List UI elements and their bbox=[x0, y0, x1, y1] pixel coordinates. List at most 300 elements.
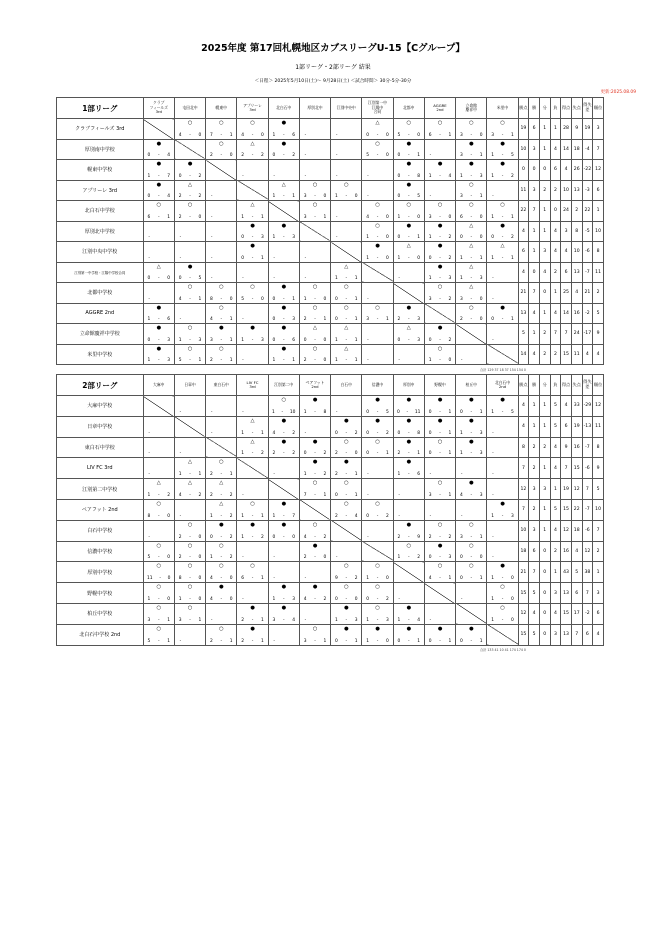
score-part: 0 bbox=[397, 153, 401, 158]
score bbox=[237, 256, 267, 261]
result-mark: △ bbox=[250, 438, 255, 445]
score-part: - bbox=[157, 492, 160, 498]
result bbox=[425, 417, 455, 437]
score-part: 5 bbox=[510, 409, 514, 415]
score-part: - bbox=[157, 617, 160, 623]
result-mark: ○ bbox=[187, 563, 193, 570]
score-part: - bbox=[439, 132, 441, 138]
result bbox=[175, 625, 205, 645]
score-part: - bbox=[335, 173, 338, 179]
result-cell bbox=[268, 562, 299, 583]
diagonal-cell bbox=[487, 344, 518, 365]
diagonal-cell bbox=[268, 201, 299, 222]
stat-value: 2 bbox=[550, 262, 561, 283]
result bbox=[144, 479, 174, 499]
score bbox=[331, 410, 361, 415]
score bbox=[269, 297, 299, 302]
result-mark: ○ bbox=[312, 345, 318, 352]
score-part: 0 bbox=[385, 638, 389, 644]
result-cell bbox=[424, 344, 455, 365]
score bbox=[394, 493, 424, 498]
score bbox=[331, 338, 361, 343]
result-mark: △ bbox=[344, 263, 349, 270]
score-part: - bbox=[242, 173, 244, 179]
result-cell bbox=[424, 221, 455, 242]
result-mark: △ bbox=[219, 480, 224, 487]
stat-value: 1 bbox=[539, 520, 550, 541]
score-part: 0 bbox=[428, 451, 432, 457]
result-mark: ○ bbox=[437, 563, 443, 570]
result bbox=[206, 521, 236, 541]
score-part: 2 bbox=[167, 492, 171, 498]
result bbox=[269, 160, 299, 180]
result-cell bbox=[424, 499, 455, 520]
score-part: 1 bbox=[491, 255, 494, 261]
result-cell bbox=[362, 303, 393, 324]
score bbox=[362, 194, 392, 199]
score bbox=[206, 276, 236, 281]
score-part: 6 bbox=[167, 317, 171, 322]
score-part: 0 bbox=[428, 409, 432, 415]
result-cell bbox=[362, 139, 393, 160]
score-part: - bbox=[335, 153, 338, 158]
result-cell bbox=[487, 262, 518, 283]
stat-value: 4 bbox=[518, 221, 529, 242]
result-cell bbox=[362, 221, 393, 242]
result bbox=[237, 304, 267, 324]
score bbox=[206, 555, 236, 560]
score-part: 4 bbox=[354, 513, 358, 519]
score-part: - bbox=[376, 596, 379, 602]
score-part: - bbox=[242, 358, 244, 363]
result-cell bbox=[174, 119, 205, 140]
score-part: 1 bbox=[334, 337, 338, 343]
result-mark: ● bbox=[500, 563, 505, 570]
result-cell bbox=[456, 242, 487, 263]
result-mark: ● bbox=[281, 345, 286, 352]
result-cell bbox=[393, 242, 424, 263]
stat-value: 10 bbox=[593, 499, 604, 520]
score bbox=[331, 133, 361, 138]
score-part: - bbox=[314, 358, 316, 363]
result bbox=[144, 181, 174, 201]
result-mark: ● bbox=[437, 325, 443, 331]
score bbox=[425, 338, 455, 343]
score-part: 1 bbox=[241, 337, 244, 343]
score-part: 0 bbox=[167, 276, 171, 281]
score-part: 4 bbox=[448, 173, 452, 179]
team-name: 大麻中学校 bbox=[57, 396, 144, 417]
score bbox=[425, 618, 455, 623]
score-part: - bbox=[304, 153, 307, 158]
result-mark: ○ bbox=[312, 521, 318, 528]
team-name: 北都中学校 bbox=[57, 283, 144, 304]
result bbox=[362, 119, 392, 139]
result-mark: ○ bbox=[500, 604, 505, 611]
result bbox=[362, 160, 392, 180]
diagonal-cell bbox=[456, 603, 487, 624]
score bbox=[456, 639, 486, 644]
score-part: - bbox=[501, 214, 504, 220]
score-part: 0 bbox=[334, 596, 338, 602]
score-part: 0 bbox=[303, 337, 307, 343]
result-mark: ○ bbox=[343, 480, 349, 487]
opponent-header: LIV FC 3rd bbox=[237, 375, 268, 396]
result bbox=[487, 283, 517, 303]
score-part: 1 bbox=[303, 296, 307, 302]
score bbox=[456, 514, 486, 519]
result-mark: ● bbox=[187, 161, 193, 167]
result-mark: ○ bbox=[218, 625, 224, 632]
score-part: 1 bbox=[385, 451, 389, 457]
result-cell bbox=[362, 242, 393, 263]
result-mark: ● bbox=[500, 500, 505, 507]
stat-value: 2 bbox=[550, 180, 561, 201]
result bbox=[487, 542, 517, 562]
score-part: - bbox=[367, 296, 369, 302]
score-part: - bbox=[470, 638, 473, 644]
stat-header: 失点 bbox=[571, 375, 582, 396]
score bbox=[394, 317, 424, 322]
score-part: 1 bbox=[198, 472, 202, 478]
score-part: - bbox=[407, 638, 410, 644]
score-part: 2 bbox=[209, 638, 213, 644]
score bbox=[394, 358, 424, 363]
score-part: 2 bbox=[334, 472, 338, 478]
result bbox=[487, 604, 517, 624]
opponent-header: 白石中 bbox=[331, 375, 362, 396]
result-mark: ○ bbox=[312, 284, 318, 290]
score-part: 4 bbox=[241, 132, 244, 138]
score-part: - bbox=[220, 638, 223, 644]
result-cell bbox=[206, 458, 237, 479]
score-part: - bbox=[220, 534, 223, 540]
score-part: 6 bbox=[241, 576, 244, 582]
score-part: - bbox=[345, 276, 348, 281]
stat-value: 4 bbox=[550, 221, 561, 242]
result bbox=[456, 417, 486, 437]
stat-value: 9 bbox=[593, 324, 604, 345]
score bbox=[487, 472, 517, 477]
score bbox=[394, 256, 424, 261]
diagonal-cell bbox=[362, 262, 393, 283]
result-mark: ● bbox=[468, 480, 474, 487]
score-part: 2 bbox=[178, 534, 182, 540]
result-mark: ○ bbox=[156, 563, 161, 570]
score-part: 2 bbox=[272, 451, 276, 457]
stat-value: 24 bbox=[571, 324, 582, 345]
score-part: 2 bbox=[241, 617, 244, 623]
score bbox=[144, 472, 174, 477]
result bbox=[300, 458, 330, 478]
score-part: - bbox=[304, 276, 307, 281]
score-part: 0 bbox=[385, 214, 389, 220]
result-cell bbox=[237, 221, 268, 242]
result-cell bbox=[362, 458, 393, 479]
result-mark: ○ bbox=[437, 120, 443, 126]
result bbox=[300, 201, 330, 221]
score-part: 1 bbox=[397, 472, 401, 478]
result-cell bbox=[206, 541, 237, 562]
score-part: 9 bbox=[417, 534, 421, 540]
result-mark: ○ bbox=[375, 140, 380, 147]
score-part: 1 bbox=[241, 513, 244, 519]
team-row bbox=[57, 242, 604, 263]
result-mark: ○ bbox=[437, 438, 443, 445]
result-cell bbox=[237, 160, 268, 181]
score-part: - bbox=[398, 596, 400, 602]
score-part: - bbox=[367, 194, 369, 199]
result bbox=[394, 201, 424, 221]
result-cell bbox=[299, 324, 330, 345]
score-part: - bbox=[407, 555, 410, 561]
result-cell bbox=[487, 562, 518, 583]
result-cell bbox=[237, 344, 268, 365]
result-cell bbox=[456, 201, 487, 222]
result bbox=[144, 583, 174, 603]
score bbox=[362, 493, 392, 498]
score bbox=[144, 597, 174, 602]
result bbox=[362, 604, 392, 624]
team-row bbox=[57, 458, 604, 479]
score-part: - bbox=[345, 451, 348, 457]
score-part: 1 bbox=[229, 358, 233, 363]
result-cell bbox=[487, 180, 518, 201]
stat-value: 3 bbox=[539, 242, 550, 263]
result bbox=[487, 263, 517, 283]
score-part: 1 bbox=[385, 317, 389, 322]
score-part: 0 bbox=[198, 576, 202, 582]
score bbox=[206, 431, 236, 436]
score-part: 1 bbox=[272, 358, 276, 363]
score bbox=[331, 215, 361, 220]
result bbox=[456, 181, 486, 201]
stat-value: 5 bbox=[518, 324, 529, 345]
score bbox=[362, 358, 392, 363]
team-row bbox=[57, 303, 604, 324]
score-part: 1 bbox=[198, 296, 202, 302]
score-part: 0 bbox=[366, 451, 369, 457]
score bbox=[269, 535, 299, 540]
opponent-header: 幌東中 bbox=[206, 98, 237, 119]
stat-value: 1 bbox=[539, 396, 550, 417]
stat-value: 2 bbox=[593, 541, 604, 562]
score-part: - bbox=[407, 173, 410, 179]
score-part: 0 bbox=[260, 296, 264, 302]
result-cell bbox=[206, 520, 237, 541]
score-part: - bbox=[282, 235, 285, 240]
result-cell bbox=[299, 262, 330, 283]
score-part: 1 bbox=[209, 513, 213, 519]
result-cell bbox=[143, 437, 174, 458]
stat-value: -2 bbox=[582, 303, 593, 324]
result bbox=[269, 119, 299, 139]
result-cell bbox=[487, 119, 518, 140]
score-part: - bbox=[345, 317, 348, 322]
stat-value: 8 bbox=[571, 221, 582, 242]
score bbox=[237, 153, 267, 158]
result-cell bbox=[393, 520, 424, 541]
result-mark: ● bbox=[156, 345, 161, 352]
result bbox=[362, 521, 392, 541]
score-part: - bbox=[189, 555, 191, 561]
result-cell bbox=[143, 201, 174, 222]
score-part: - bbox=[470, 451, 473, 457]
result-cell bbox=[424, 624, 455, 645]
score-part: 3 bbox=[479, 492, 483, 498]
score bbox=[144, 256, 174, 261]
score bbox=[206, 133, 236, 138]
result bbox=[144, 604, 174, 624]
score-part: - bbox=[407, 194, 410, 199]
team-name: 幌東中学校 bbox=[57, 160, 144, 181]
diagonal-cell bbox=[362, 541, 393, 562]
result-mark: ○ bbox=[468, 202, 474, 208]
score-part: 0 bbox=[479, 235, 483, 240]
score-part: - bbox=[439, 296, 441, 302]
result-cell bbox=[331, 458, 362, 479]
score-part: 10 bbox=[289, 409, 296, 415]
team-row bbox=[57, 344, 604, 365]
result bbox=[144, 222, 174, 242]
score bbox=[425, 358, 455, 363]
score-part: - bbox=[157, 513, 160, 519]
score bbox=[269, 576, 299, 581]
score bbox=[269, 133, 299, 138]
result-cell bbox=[487, 541, 518, 562]
stat-value: 15 bbox=[518, 624, 529, 645]
result-cell bbox=[456, 119, 487, 140]
result bbox=[206, 625, 236, 645]
result bbox=[394, 458, 424, 478]
league1-totals: 合計 129 37 18 37 154 154 0 bbox=[480, 368, 526, 372]
result-mark: ● bbox=[406, 604, 411, 611]
score-part: 2 bbox=[303, 555, 307, 561]
score-part: - bbox=[406, 409, 409, 415]
result-cell bbox=[299, 520, 330, 541]
result-mark: ● bbox=[343, 417, 349, 424]
score-part: 0 bbox=[479, 132, 483, 138]
score-part: 1 bbox=[428, 235, 432, 240]
stat-value: 3 bbox=[561, 221, 572, 242]
score-part: - bbox=[345, 596, 348, 602]
score-part: 0 bbox=[479, 555, 483, 561]
score-part: 0 bbox=[366, 409, 369, 415]
score-part: 0 bbox=[397, 337, 401, 343]
score-part: 5 bbox=[385, 409, 389, 415]
result-mark: ● bbox=[406, 459, 411, 466]
score-part: 0 bbox=[417, 132, 421, 138]
score-part: 2 bbox=[428, 534, 432, 540]
score-part: 3 bbox=[459, 534, 463, 540]
score-part: 0 bbox=[292, 534, 296, 540]
result bbox=[144, 201, 174, 221]
result bbox=[175, 119, 205, 139]
stat-value: 2 bbox=[529, 499, 540, 520]
result bbox=[331, 160, 361, 180]
score-part: 0 bbox=[510, 576, 514, 582]
team-name: 厚別中学校 bbox=[57, 562, 144, 583]
stat-value: 2 bbox=[529, 458, 540, 479]
score-part: - bbox=[157, 317, 160, 322]
stat-value: 4 bbox=[582, 344, 593, 365]
score bbox=[175, 472, 205, 477]
result bbox=[331, 201, 361, 221]
result-mark: ● bbox=[281, 120, 286, 126]
result-cell bbox=[174, 583, 205, 604]
result-mark: ● bbox=[406, 397, 411, 403]
result bbox=[331, 583, 361, 603]
result bbox=[237, 562, 267, 582]
result bbox=[144, 625, 174, 645]
result-mark: ○ bbox=[250, 563, 255, 570]
result-cell bbox=[362, 283, 393, 304]
result-mark: ○ bbox=[250, 284, 255, 290]
result-cell bbox=[331, 499, 362, 520]
result-mark: △ bbox=[312, 325, 317, 331]
result-mark: ● bbox=[281, 438, 286, 445]
result bbox=[487, 500, 517, 520]
result bbox=[144, 542, 174, 562]
score-part: - bbox=[189, 534, 191, 540]
result-cell bbox=[424, 242, 455, 263]
result-cell bbox=[393, 479, 424, 500]
score-part: - bbox=[282, 153, 285, 158]
result-cell bbox=[268, 160, 299, 181]
score-part: 2 bbox=[510, 173, 514, 179]
score-part: - bbox=[304, 255, 307, 261]
result bbox=[362, 625, 392, 645]
stat-value: 7 bbox=[518, 499, 529, 520]
result bbox=[237, 438, 267, 458]
result-cell bbox=[424, 603, 455, 624]
stat-value: 10 bbox=[561, 180, 572, 201]
stat-value: 12 bbox=[593, 160, 604, 181]
stat-value: 4 bbox=[539, 262, 550, 283]
result-mark: ● bbox=[156, 181, 161, 188]
score-part: 3 bbox=[448, 276, 452, 281]
score bbox=[487, 493, 517, 498]
result-cell bbox=[206, 624, 237, 645]
team-row bbox=[57, 416, 604, 437]
result-cell bbox=[143, 180, 174, 201]
stat-value: 1 bbox=[539, 201, 550, 222]
result-mark: ● bbox=[281, 222, 286, 229]
result bbox=[206, 181, 236, 201]
result bbox=[456, 119, 486, 139]
result bbox=[144, 438, 174, 458]
score-part: 1 bbox=[334, 617, 338, 623]
result bbox=[331, 396, 361, 416]
score-part: 4 bbox=[167, 153, 171, 158]
score bbox=[425, 256, 455, 261]
score-part: - bbox=[460, 596, 463, 602]
score-part: 1 bbox=[479, 534, 483, 540]
score-part: - bbox=[407, 317, 410, 322]
stat-value: 5 bbox=[529, 624, 540, 645]
result-cell bbox=[393, 458, 424, 479]
score bbox=[144, 358, 174, 363]
stat-value: 18 bbox=[518, 541, 529, 562]
result-cell bbox=[424, 437, 455, 458]
score bbox=[144, 639, 174, 644]
result bbox=[394, 500, 424, 520]
result-mark: ○ bbox=[375, 563, 380, 570]
score-part: 1 bbox=[323, 638, 327, 644]
score-part: 1 bbox=[448, 132, 452, 138]
result bbox=[331, 417, 361, 437]
team-row bbox=[57, 221, 604, 242]
